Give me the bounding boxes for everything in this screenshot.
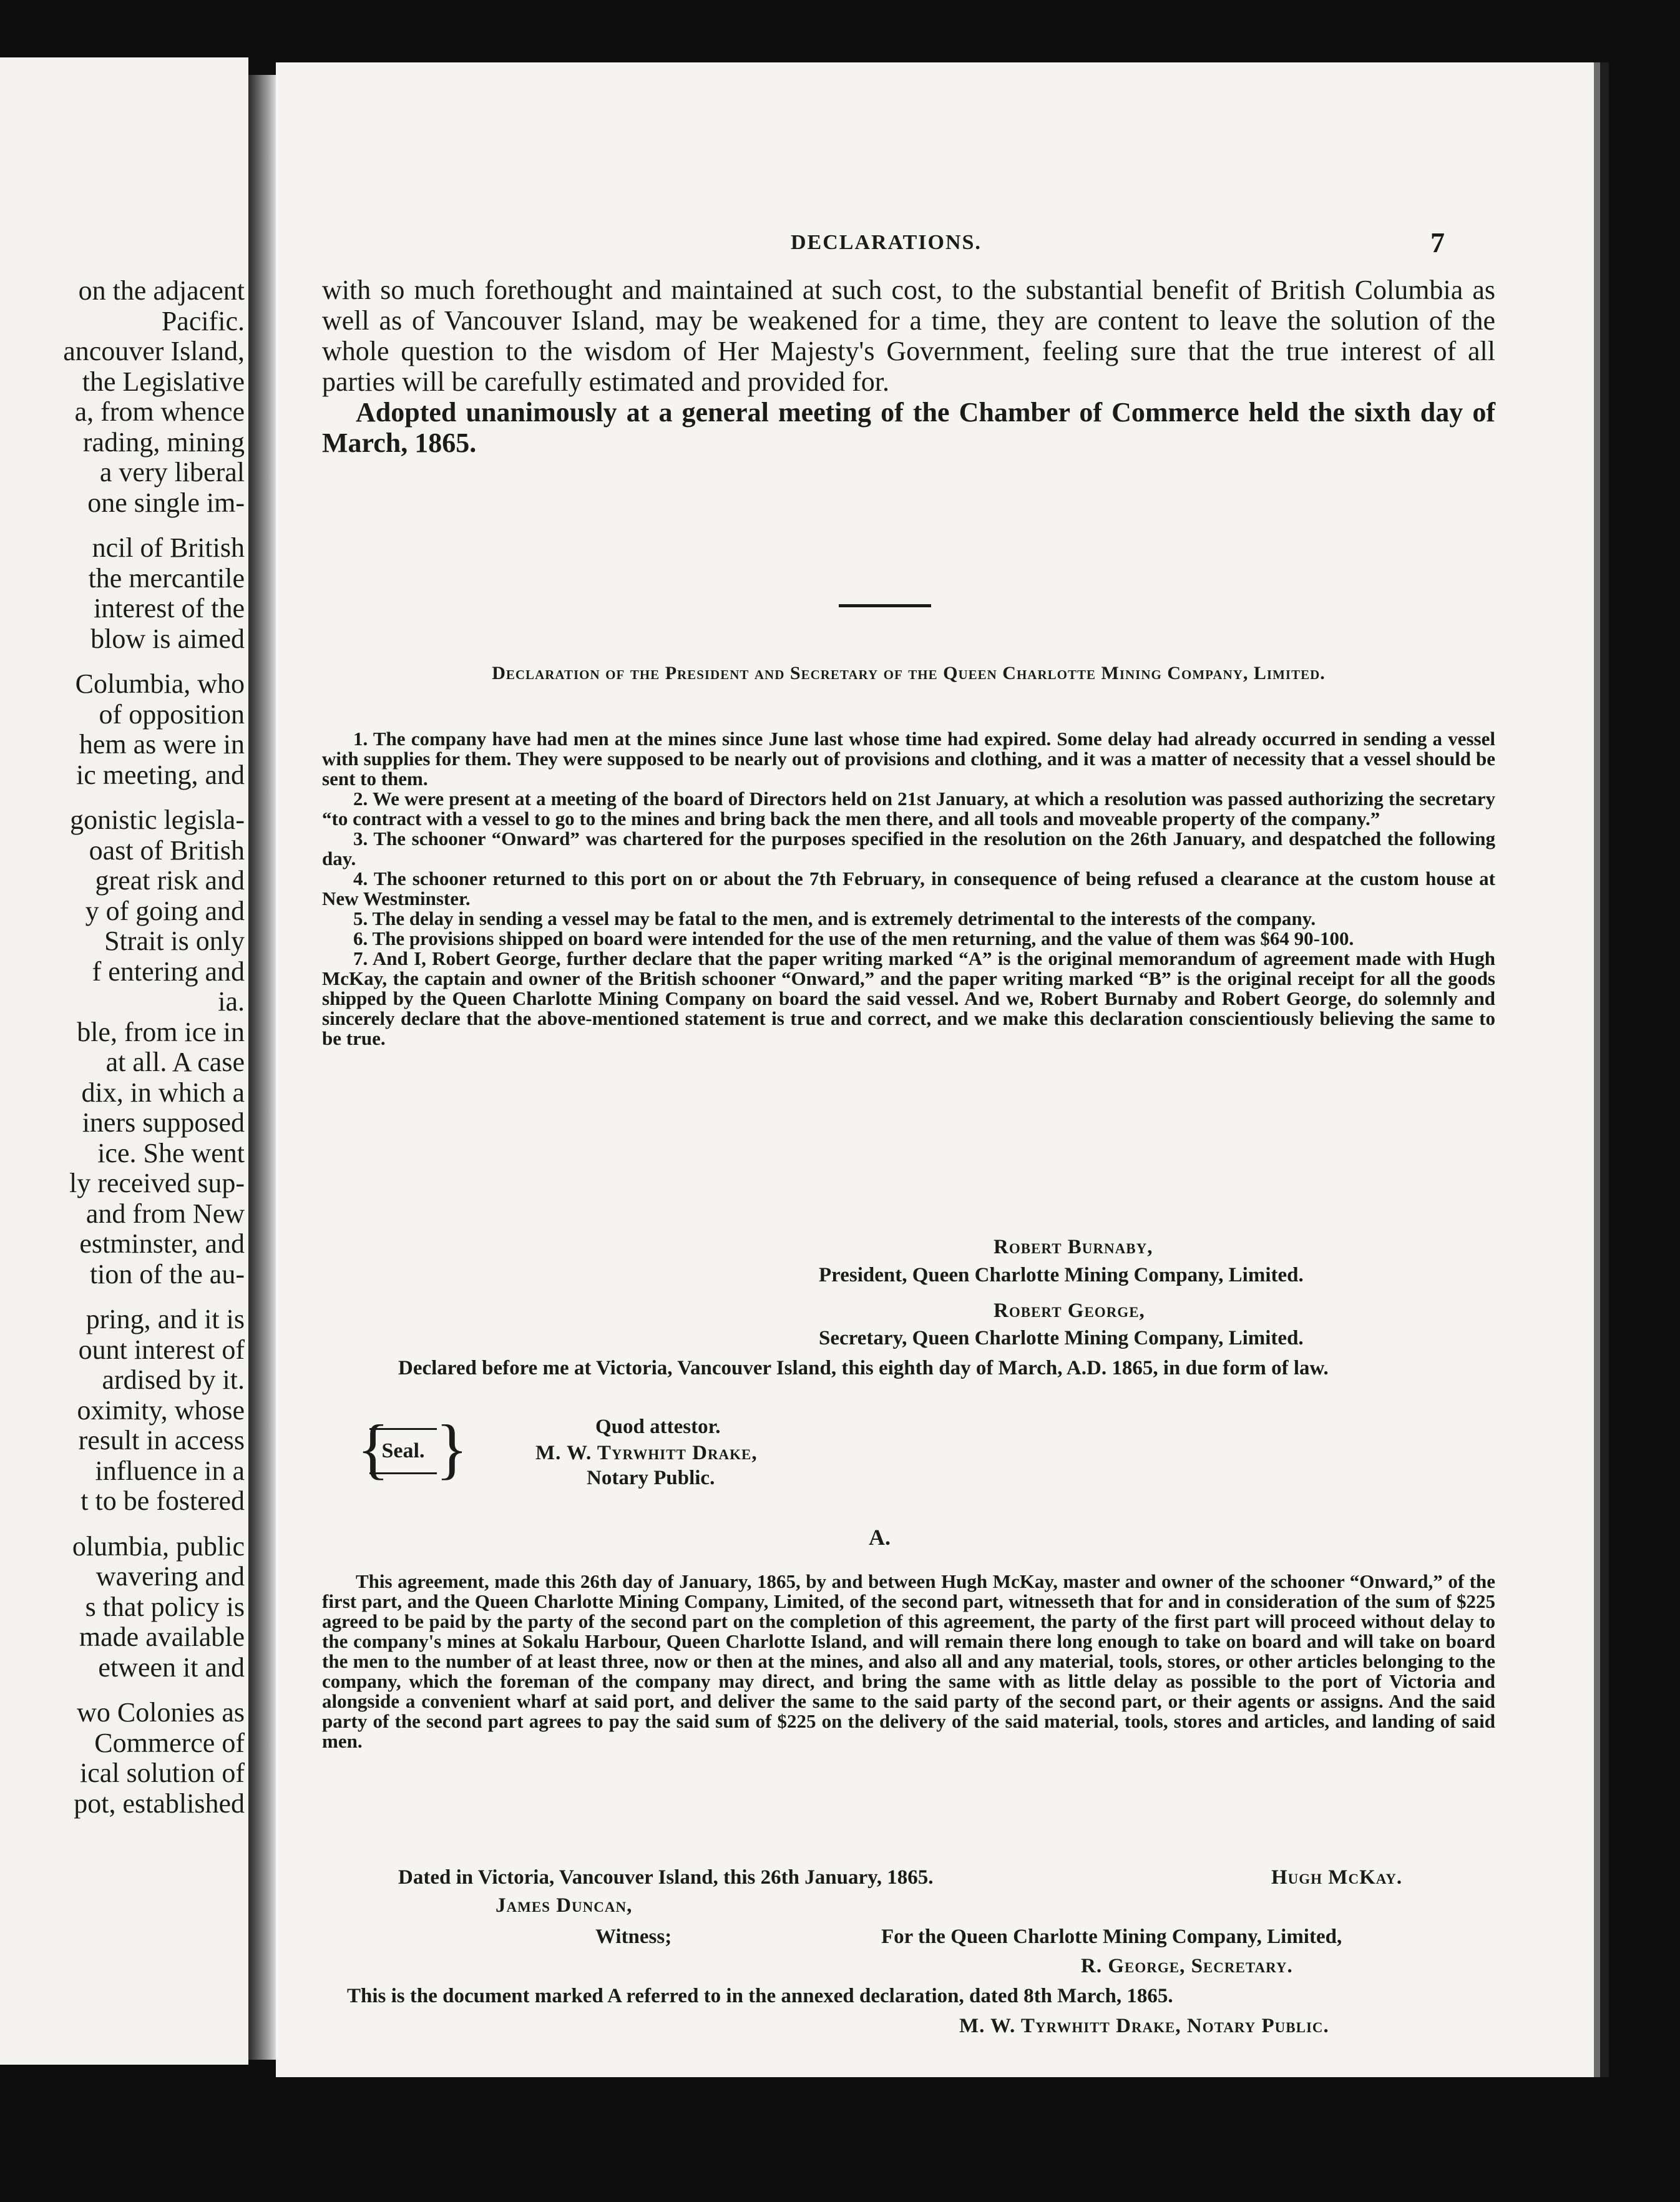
book-gutter	[248, 75, 276, 2060]
left-page-line: dix, in which a	[81, 1077, 245, 1108]
running-title: DECLARATIONS.	[791, 231, 982, 254]
appendix-letter: A.	[869, 1525, 891, 1550]
signer-name-george: Robert George,	[994, 1299, 1145, 1322]
left-page-line: of opposition	[99, 698, 245, 730]
left-page-line: Pacific.	[161, 305, 245, 336]
left-page-line: the mercantile	[88, 562, 245, 594]
left-page-line: ncil of British	[92, 532, 245, 563]
left-page-line: pot, established	[74, 1788, 245, 1819]
attestation-quod: Quod attestor.	[595, 1416, 721, 1438]
left-page-line: ical solution of	[80, 1758, 245, 1788]
left-page-line: rading, mining	[82, 426, 245, 458]
left-page-line: wo Colonies as	[77, 1697, 245, 1728]
left-page-line: ancouver Island,	[63, 336, 245, 366]
seal-left-brace: {	[357, 1412, 389, 1486]
declaration-paragraph: 2. We were present at a meeting of the board of Directors held on 21st January, at which a resolution was passed authorizing the secretary “to contract with a vessel to go to the mines and bring back the men there, and all tools and moveable property of the company.”	[322, 788, 1495, 829]
declaration-paragraph: 1. The company have had men at the mines since June last whose time had expired. Some delay had already occurred in sending a vessel with supplies for them. They were supposed to be nearly out of provisions and clothing, and it was a matter of necessity that a vessel should be sent to them.	[322, 728, 1495, 790]
left-page-line: and from New	[85, 1198, 245, 1229]
left-page-line: hem as were in	[79, 729, 245, 760]
left-page-line: influence in a	[95, 1455, 245, 1486]
left-page-line: s that policy is	[85, 1591, 245, 1622]
left-page-line: ble, from ice in	[77, 1016, 245, 1047]
notary-seal	[357, 1412, 468, 1486]
left-page-line: ardised by it.	[102, 1364, 245, 1395]
left-page-line: tion of the au-	[89, 1258, 245, 1289]
left-page-line: ice. She went	[97, 1137, 245, 1168]
left-page-line: wavering and	[95, 1561, 245, 1592]
continuation-paragraph: with so much forethought and maintained at such cost, to the substantial benefit of British Columbia as well as of Vancouver Island, may be weakened for a time, they are content to leave the solution of the whole question to the wisdom of Her Majesty's Government, feeling sure that the true interest of all parties will be carefully estimated and provided for.	[322, 275, 1495, 397]
attestation-notary-title: Notary Public.	[587, 1467, 715, 1489]
page-number: 7	[1430, 227, 1445, 258]
declaration-paragraph: 7. And I, Robert George, further declare that the paper writing marked “A” is the original memorandum of agreement made with Hugh McKay, the captain and owner of the British schooner “Onward,” and the paper writing marked “B” is the original receipt for all the goods shipped by the Queen Charlotte Mining Company on board the said vessel. And we, Robert Burnaby and Robert George, do solemnly and sincerely declare that the above-mentioned statement is true and correct, and we make this declaration conscientiously believing the same to be true.	[322, 947, 1495, 1049]
left-page-line: olumbia, public	[72, 1530, 245, 1562]
left-page-line: ount interest of	[78, 1334, 245, 1365]
seal-box	[369, 1428, 437, 1474]
left-page-line: oximity, whose	[77, 1394, 245, 1426]
agreement-text: This agreement, made this 26th day of January, 1865, by and between Hugh McKay, master and owner of the schooner “Onward,” of the first part, and the Queen Charlotte Mining Company, Limited, of the second part, witnesseth that for and in consideration of the sum of $225 agreed to be paid by the party of the second part on the completion of this agreement, the party of the first part will proceed without delay to the company's mines at Sokalu Harbour, Queen Charlotte Island, and will remain there long enough to take on board and will take on board the men to the number of at least three, now or then at the mines, and also all and any material, tools, stores, or other articles belonging to the company, which the foreman of the company may direct, and bring the same with as little delay as possible to the port of Victoria and alongside a convenient wharf at said port, and deliver the same to the said party of the second part, or their agents or assigns. And the said party of the second part agrees to pay the said sum of $225 on the delivery of the said material, tools, stores and articles, and landing of said men.	[322, 1570, 1495, 1752]
document-reference-note: This is the document marked A referred to in the annexed declaration, dated 8th March, 1865.	[347, 1985, 1173, 2007]
attestation-notary-name: M. W. Tyrwhitt Drake,	[535, 1442, 758, 1464]
signer-title-secretary: Secretary, Queen Charlotte Mining Company, Limited.	[819, 1327, 1304, 1349]
left-page-line: made available	[79, 1622, 245, 1652]
left-page-line: a very liberal	[99, 457, 245, 487]
left-page-line: etween it and	[98, 1652, 245, 1683]
signer-mckay: Hugh McKay.	[1271, 1866, 1403, 1889]
section-divider	[839, 604, 931, 607]
declared-before-statement	[398, 1357, 1490, 1379]
declaration-heading: Declaration of the President and Secretary of the Queen Charlotte Mining Company, Limited.	[492, 663, 1326, 683]
left-page-line: Columbia, who	[75, 668, 245, 699]
declared-before-text: Declared before me at Victoria, Vancouver Island, this eighth day of March, A.D. 1865, in due form of law.	[398, 1357, 1329, 1379]
seal-label: Seal.	[381, 1439, 425, 1462]
declaration-paragraph: 4. The schooner returned to this port on or about the 7th February, in consequence of being refused a clearance at the custom house at New Westminster.	[322, 868, 1495, 909]
left-page-line: on the adjacent	[78, 275, 245, 306]
left-page-line: pring, and it is	[85, 1304, 245, 1334]
for-company-line: For the Queen Charlotte Mining Company, Limited,	[881, 1926, 1342, 1948]
left-page-line: result in access	[78, 1425, 245, 1456]
left-page-line: iners supposed	[82, 1107, 245, 1138]
left-page-line: at all. A case	[105, 1047, 245, 1077]
left-page-line: y of going and	[85, 895, 245, 926]
left-page-line: Commerce of	[94, 1727, 245, 1758]
right-page	[276, 62, 1594, 2077]
left-facing-page	[0, 57, 248, 2065]
left-page-line: blow is aimed	[90, 623, 245, 654]
declaration-paragraph: 3. The schooner “Onward” was chartered for the purposes specified in the resolution on the 26th January, and despatched the following day.	[322, 828, 1495, 869]
declaration-body	[322, 729, 1495, 1049]
left-page-line: estminster, and	[79, 1228, 245, 1259]
left-page-line: t to be fostered	[81, 1485, 245, 1516]
left-page-line: great risk and	[95, 865, 245, 896]
declaration-paragraph: 6. The provisions shipped on board were intended for the use of the men returning, and the value of them was $64 90-100.	[353, 927, 1354, 949]
signer-name-burnaby: Robert Burnaby,	[994, 1236, 1153, 1258]
left-page-line: a, from whence	[74, 396, 245, 427]
left-page-line: oast of British	[89, 834, 245, 866]
witness-label: Witness;	[595, 1926, 672, 1948]
agreement-dated-line: Dated in Victoria, Vancouver Island, this 26th January, 1865.	[398, 1866, 934, 1889]
notary-signature: M. W. Tyrwhitt Drake, Notary Public.	[959, 2015, 1329, 2037]
left-page-line: the Legislative	[82, 366, 245, 397]
left-page-line: ic meeting, and	[76, 759, 245, 790]
adopted-paragraph: Adopted unanimously at a general meeting of the Chamber of Commerce held the sixth day of March, 1865.	[322, 397, 1495, 458]
left-page-line: one single im-	[87, 487, 245, 518]
left-page-line: Strait is only	[104, 926, 245, 956]
left-page-line: ia.	[218, 986, 245, 1017]
chamber-resolution-text	[322, 275, 1495, 458]
left-page-line: gonistic legisla-	[70, 805, 245, 835]
witness-name: James Duncan,	[496, 1894, 633, 1917]
signer-title-president: President, Queen Charlotte Mining Company, Limited.	[819, 1264, 1304, 1286]
secretary-signature: R. George, Secretary.	[1081, 1955, 1293, 1977]
left-page-line: f entering and	[92, 956, 245, 987]
declaration-paragraph: 5. The delay in sending a vessel may be fatal to the men, and is extremely detrimental to the interests of the company.	[353, 908, 1316, 929]
left-page-line: ly received sup-	[69, 1168, 245, 1198]
seal-right-brace: }	[436, 1412, 468, 1486]
left-page-line: interest of the	[94, 593, 245, 624]
